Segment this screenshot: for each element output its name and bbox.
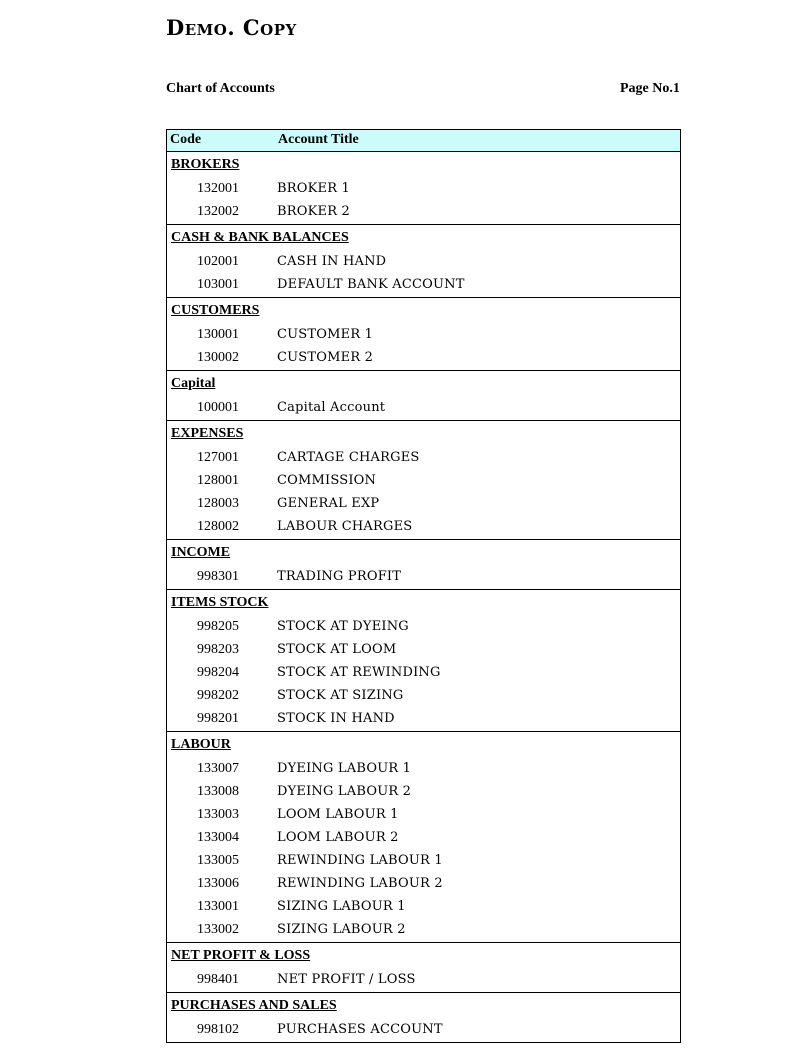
account-code: 130002 bbox=[197, 350, 239, 365]
account-code: 133007 bbox=[197, 761, 239, 776]
table-row bbox=[167, 200, 680, 223]
account-code: 998401 bbox=[197, 972, 239, 987]
page-number: Page No.1 bbox=[620, 81, 680, 96]
group-heading: PURCHASES AND SALES bbox=[171, 998, 337, 1013]
account-code: 128002 bbox=[197, 519, 239, 534]
account-title: BROKER 2 bbox=[277, 204, 350, 219]
table-row bbox=[167, 780, 680, 803]
account-code: 133004 bbox=[197, 830, 239, 845]
account-group bbox=[167, 732, 680, 943]
group-heading: LABOUR bbox=[171, 737, 231, 752]
account-title: STOCK AT REWINDING bbox=[277, 665, 441, 680]
group-heading: BROKERS bbox=[171, 157, 240, 172]
account-title: BROKER 1 bbox=[277, 181, 350, 196]
account-title: Capital Account bbox=[277, 400, 386, 415]
account-code: 998301 bbox=[197, 569, 239, 584]
account-title: CARTAGE CHARGES bbox=[277, 450, 420, 465]
column-header-account-title: Account Title bbox=[278, 132, 359, 147]
account-code: 998202 bbox=[197, 688, 239, 703]
account-code: 998102 bbox=[197, 1022, 239, 1037]
group-heading: CASH & BANK BALANCES bbox=[171, 230, 349, 245]
account-code: 102001 bbox=[197, 254, 239, 269]
table-row bbox=[167, 895, 680, 918]
account-group bbox=[167, 225, 680, 298]
account-group bbox=[167, 540, 680, 590]
account-group bbox=[167, 371, 680, 421]
table-row bbox=[167, 323, 680, 346]
table-row bbox=[167, 968, 680, 991]
table-header bbox=[167, 130, 680, 152]
account-title: DYEING LABOUR 1 bbox=[277, 761, 412, 776]
accounts-table bbox=[166, 129, 681, 1043]
table-row bbox=[167, 684, 680, 707]
table-row bbox=[167, 565, 680, 588]
account-code: 132001 bbox=[197, 181, 239, 196]
table-row bbox=[167, 177, 680, 200]
group-heading: NET PROFIT & LOSS bbox=[171, 948, 311, 963]
account-title: DEFAULT BANK ACCOUNT bbox=[277, 277, 465, 292]
account-title: SIZING LABOUR 2 bbox=[277, 922, 406, 937]
table-row bbox=[167, 396, 680, 419]
account-code: 133008 bbox=[197, 784, 239, 799]
company-title: Demo. Copy bbox=[166, 15, 297, 40]
group-heading: CUSTOMERS bbox=[171, 303, 260, 318]
account-code: 128003 bbox=[197, 496, 239, 511]
account-code: 130001 bbox=[197, 327, 239, 342]
account-title: GENERAL EXP bbox=[277, 496, 380, 511]
account-title: CUSTOMER 1 bbox=[277, 327, 374, 342]
group-heading: EXPENSES bbox=[171, 426, 244, 441]
account-title: STOCK AT LOOM bbox=[277, 642, 397, 657]
table-row bbox=[167, 757, 680, 780]
account-code: 133001 bbox=[197, 899, 239, 914]
account-code: 133006 bbox=[197, 876, 239, 891]
account-code: 133002 bbox=[197, 922, 239, 937]
account-group bbox=[167, 152, 680, 225]
account-group bbox=[167, 590, 680, 732]
account-code: 998204 bbox=[197, 665, 239, 680]
account-title: COMMISSION bbox=[277, 473, 377, 488]
account-title: SIZING LABOUR 1 bbox=[277, 899, 406, 914]
account-title: NET PROFIT / LOSS bbox=[277, 972, 416, 987]
account-code: 103001 bbox=[197, 277, 239, 292]
table-row bbox=[167, 826, 680, 849]
group-heading: ITEMS STOCK bbox=[171, 595, 269, 610]
account-code: 127001 bbox=[197, 450, 239, 465]
table-row bbox=[167, 849, 680, 872]
table-row bbox=[167, 803, 680, 826]
table-row bbox=[167, 250, 680, 273]
column-header-code: Code bbox=[170, 132, 202, 147]
group-heading: Capital bbox=[171, 376, 216, 391]
table-row bbox=[167, 492, 680, 515]
account-group bbox=[167, 993, 680, 1043]
account-code: 998205 bbox=[197, 619, 239, 634]
account-code: 100001 bbox=[197, 400, 239, 415]
account-title: PURCHASES ACCOUNT bbox=[277, 1022, 443, 1037]
table-row bbox=[167, 615, 680, 638]
table-row bbox=[167, 661, 680, 684]
account-groups bbox=[167, 152, 680, 1043]
account-title: STOCK IN HAND bbox=[277, 711, 395, 726]
account-title: CASH IN HAND bbox=[277, 254, 387, 269]
account-group bbox=[167, 943, 680, 993]
account-title: DYEING LABOUR 2 bbox=[277, 784, 412, 799]
account-title: REWINDING LABOUR 1 bbox=[277, 853, 443, 868]
account-title: TRADING PROFIT bbox=[277, 569, 402, 584]
account-title: STOCK AT SIZING bbox=[277, 688, 404, 703]
account-code: 133003 bbox=[197, 807, 239, 822]
account-title: STOCK AT DYEING bbox=[277, 619, 409, 634]
account-title: REWINDING LABOUR 2 bbox=[277, 876, 443, 891]
table-row bbox=[167, 638, 680, 661]
account-title: LOOM LABOUR 1 bbox=[277, 807, 399, 822]
table-row bbox=[167, 1018, 680, 1041]
account-title: LOOM LABOUR 2 bbox=[277, 830, 399, 845]
account-code: 998201 bbox=[197, 711, 239, 726]
report-title: Chart of Accounts bbox=[166, 81, 275, 96]
account-code: 132002 bbox=[197, 204, 239, 219]
group-heading: INCOME bbox=[171, 545, 231, 560]
table-row bbox=[167, 515, 680, 538]
account-title: LABOUR CHARGES bbox=[277, 519, 413, 534]
table-row bbox=[167, 707, 680, 730]
account-title: CUSTOMER 2 bbox=[277, 350, 374, 365]
table-row bbox=[167, 872, 680, 895]
account-code: 133005 bbox=[197, 853, 239, 868]
table-row bbox=[167, 273, 680, 296]
table-row bbox=[167, 346, 680, 369]
table-row bbox=[167, 918, 680, 941]
table-row bbox=[167, 469, 680, 492]
account-code: 998203 bbox=[197, 642, 239, 657]
account-code: 128001 bbox=[197, 473, 239, 488]
account-group bbox=[167, 298, 680, 371]
account-group bbox=[167, 421, 680, 540]
table-row bbox=[167, 446, 680, 469]
